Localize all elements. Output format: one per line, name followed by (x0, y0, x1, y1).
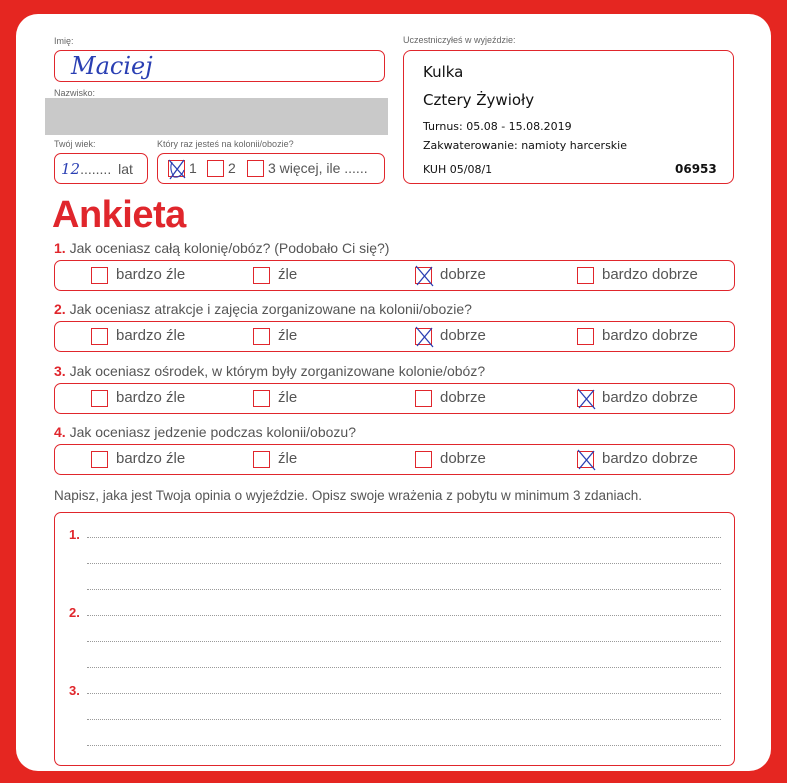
question-number: 1. (54, 240, 66, 256)
rating-checkbox[interactable] (577, 267, 594, 284)
rating-option-label: dobrze (440, 266, 486, 283)
rating-option-label: dobrze (440, 450, 486, 467)
writing-line[interactable] (87, 615, 721, 616)
question-number: 4. (54, 424, 66, 440)
question-label: Jak oceniasz ośrodek, w którym były zorganizowane kolonie/obóz? (69, 363, 486, 379)
question-label: Jak oceniasz jedzenie podczas kolonii/obozu? (69, 424, 356, 440)
opinion-line-number: 1. (69, 527, 80, 542)
rating-checkbox[interactable] (577, 390, 594, 407)
camp-number: 06953 (675, 162, 717, 176)
name-value: Maciej (71, 52, 153, 80)
check-mark-icon (576, 388, 596, 410)
trip-label: Uczestniczyłeś w wyjeździe: (403, 35, 516, 45)
rating-option-label: bardzo dobrze (602, 389, 698, 406)
surname-label: Nazwisko: (54, 88, 96, 98)
rating-option-label: bardzo źle (116, 389, 186, 406)
rating-checkbox[interactable] (91, 267, 108, 284)
writing-line[interactable] (87, 641, 721, 642)
age-field[interactable] (54, 153, 148, 184)
rating-option-label: źle (278, 266, 298, 283)
rating-option-label: źle (278, 327, 298, 344)
camp-code: KUH 05/08/1 (423, 163, 493, 176)
question-3-text (54, 363, 485, 379)
visit-count-checkbox-3[interactable] (247, 160, 264, 177)
surname-redaction (45, 98, 388, 135)
question-2-options (54, 321, 735, 352)
visit-count-checkbox-2[interactable] (207, 160, 224, 177)
writing-line[interactable] (87, 563, 721, 564)
visit-count-option-2: 2 (228, 160, 236, 176)
trip-info-box (403, 50, 734, 184)
writing-line[interactable] (87, 667, 721, 668)
question-number: 2. (54, 301, 66, 317)
writing-line[interactable] (87, 589, 721, 590)
rating-checkbox[interactable] (577, 328, 594, 345)
question-3-options (54, 383, 735, 414)
question-1-text (54, 240, 389, 256)
rating-checkbox[interactable] (415, 328, 432, 345)
visit-count-option-3: 3 więcej, ile ...... (268, 160, 368, 176)
rating-checkbox[interactable] (577, 451, 594, 468)
age-dots: ........ (80, 161, 112, 177)
age-value: 12 (61, 160, 81, 178)
rating-option-label: bardzo dobrze (602, 327, 698, 344)
rating-checkbox[interactable] (415, 390, 432, 407)
rating-option-label: źle (278, 450, 298, 467)
name-field[interactable] (54, 50, 385, 82)
age-label: Twój wiek: (54, 139, 96, 149)
check-mark-icon (414, 265, 434, 287)
question-number: 3. (54, 363, 66, 379)
rating-checkbox[interactable] (253, 328, 270, 345)
rating-option-label: dobrze (440, 327, 486, 344)
opinion-prompt: Napisz, jaka jest Twoja opinia o wyjeździe. Opisz swoje wrażenia z pobytu w minimum 3 zdaniach. (54, 488, 643, 503)
writing-line[interactable] (87, 693, 721, 694)
age-unit: lat (118, 161, 133, 177)
opinion-line-number: 3. (69, 683, 80, 698)
question-4-text (54, 424, 356, 440)
rating-checkbox[interactable] (91, 328, 108, 345)
camp-program: Cztery Żywioły (423, 91, 535, 109)
writing-line[interactable] (87, 745, 721, 746)
rating-option-label: bardzo źle (116, 327, 186, 344)
camp-accommodation: Zakwaterowanie: namioty harcerskie (423, 139, 627, 152)
rating-checkbox[interactable] (415, 451, 432, 468)
check-mark-icon (167, 158, 187, 180)
rating-checkbox[interactable] (415, 267, 432, 284)
camp-name: Kulka (423, 63, 464, 81)
opinion-line-number: 2. (69, 605, 80, 620)
writing-line[interactable] (87, 537, 721, 538)
writing-line[interactable] (87, 719, 721, 720)
name-label: Imię: (54, 36, 74, 46)
rating-option-label: bardzo dobrze (602, 266, 698, 283)
check-mark-icon (414, 326, 434, 348)
question-4-options (54, 444, 735, 475)
rating-checkbox[interactable] (253, 451, 270, 468)
rating-option-label: bardzo źle (116, 266, 186, 283)
survey-sheet (16, 14, 771, 771)
rating-option-label: źle (278, 389, 298, 406)
question-1-options (54, 260, 735, 291)
page-title: Ankieta (52, 194, 186, 236)
check-mark-icon (576, 449, 596, 471)
visit-count-option-1: 1 (189, 160, 197, 176)
rating-option-label: bardzo dobrze (602, 450, 698, 467)
question-label: Jak oceniasz całą kolonię/obóz? (Podobało Ci się?) (69, 240, 390, 256)
rating-option-label: bardzo źle (116, 450, 186, 467)
visit-count-checkbox-1[interactable] (168, 160, 185, 177)
rating-checkbox[interactable] (253, 390, 270, 407)
rating-option-label: dobrze (440, 389, 486, 406)
question-2-text (54, 301, 472, 317)
rating-checkbox[interactable] (91, 451, 108, 468)
visit-count-label: Który raz jesteś na kolonii/obozie? (157, 139, 294, 149)
rating-checkbox[interactable] (91, 390, 108, 407)
visit-count-field (157, 153, 385, 184)
camp-turnus: Turnus: 05.08 - 15.08.2019 (423, 120, 572, 133)
rating-checkbox[interactable] (253, 267, 270, 284)
opinion-box[interactable] (54, 512, 735, 766)
question-label: Jak oceniasz atrakcje i zajęcia zorganizowane na kolonii/obozie? (69, 301, 472, 317)
